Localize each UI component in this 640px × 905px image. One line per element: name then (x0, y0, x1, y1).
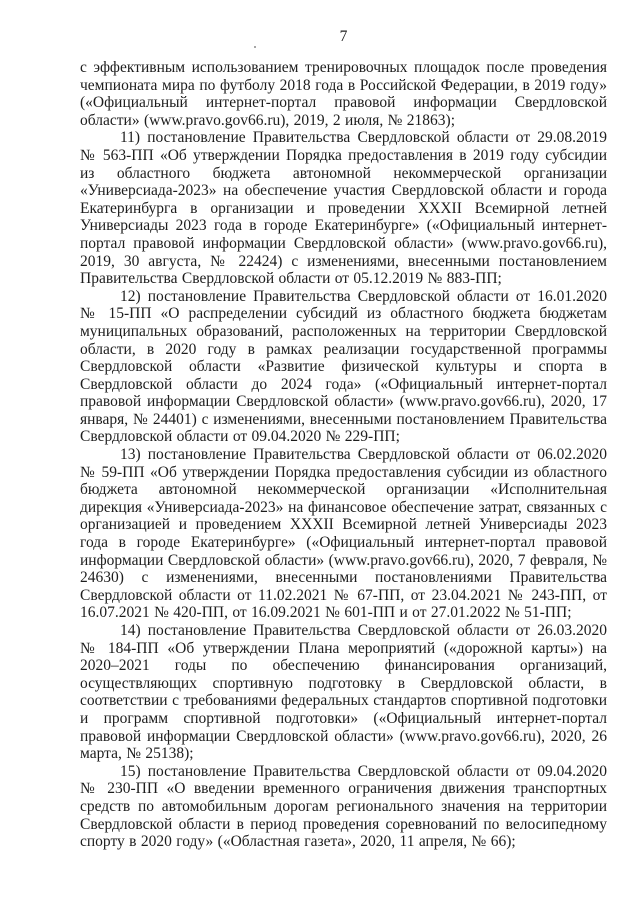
document-body (80, 59, 607, 851)
paragraph-item-15: 15) постановление Правительства Свердловской области от 09.04.2020 № 230-ПП «О введении временного ограничения движения транспортных средств по автомобильным дорогам регионального значения на территории Свердловской области в период проведения соревнований по велосипедному спорту в 2020 году» («Областная газета», 2020, 11 апреля, № 66); (80, 762, 607, 851)
paragraph-continuation: с эффективным использованием тренировочных площадок после проведения чемпионата мира по футболу 2018 года в Российской Федерации, в 2019 году» («Официальный интернет-портал правовой информации Свердловской области» (www.pravo.gov66.ru), 2019, 2 июля, № 21863); (80, 59, 607, 129)
paragraph-item-13: 13) постановление Правительства Свердловской области от 06.02.2020 № 59-ПП «Об утверждении Порядка предоставления субсидии из областного бюджета автономной некоммерческой организации «Исполнительная дирекция «Универсиада-2023» на финансовое обеспечение затрат, связанных с организацией и проведением XXXII Всемирной летней Универсиады 2023 года в городе Екатеринбурге» («Официальный интернет-портал правовой информации Свердловской области» (www.pravo.gov66.ru), 2020, 7 февраля, № 24630) с изменениями, внесенными постановлениями Правительства Свердловской области от 11.02.2021 № 67-ПП, от 23.04.2021 № 243-ПП, от 16.07.2021 № 420-ПП, от 16.09.2021 № 601-ПП и от 27.01.2022 № 51-ПП; (80, 446, 607, 622)
paragraph-item-14: 14) постановление Правительства Свердловской области от 26.03.2020 № 184-ПП «Об утверждении Плана мероприятий («дорожной карты») на 2020–2021 годы по обеспечению финансирования организаций, осуществляющих спортивную подготовку в Свердловской области, в соответствии с требованиями федеральных стандартов спортивной подготовки и программ спортивной подготовки» («Официальный интернет-портал правовой информации Свердловской области» (www.pravo.gov66.ru), 2020, 26 марта, № 25138); (80, 622, 607, 763)
scan-artifact-dot (254, 46, 256, 48)
paragraph-item-11: 11) постановление Правительства Свердловской области от 29.08.2019 № 563-ПП «Об утверждении Порядка предоставления в 2019 году субсидии из областного бюджета автономной некоммерческой организации «Универсиада-2023» на обеспечение участия Свердловской области и города Екатеринбурга в организации и проведении XXXII Всемирной летней Универсиады 2023 года в городе Екатеринбурге» («Официальный интернет-портал правовой информации Свердловской области» (www.pravo.gov66.ru), 2019, 30 августа, № 22424) с изменениями, внесенными постановлением Правительства Свердловской области от 05.12.2019 № 883-ПП; (80, 129, 607, 288)
paragraph-item-12: 12) постановление Правительства Свердловской области от 16.01.2020 № 15-ПП «О распределении субсидий из областного бюджета бюджетам муниципальных образований, расположенных на территории Свердловской области, в 2020 году в рамках реализации государственной программы Свердловской области «Развитие физической культуры и спорта в Свердловской области до 2024 года» («Официальный интернет-портал правовой информации Свердловской области» (www.pravo.gov66.ru), 2020, 17 января, № 24401) с изменениями, внесенными постановлением Правительства Свердловской области от 09.04.2020 № 229-ПП; (80, 287, 607, 446)
page-number: 7 (339, 28, 348, 45)
